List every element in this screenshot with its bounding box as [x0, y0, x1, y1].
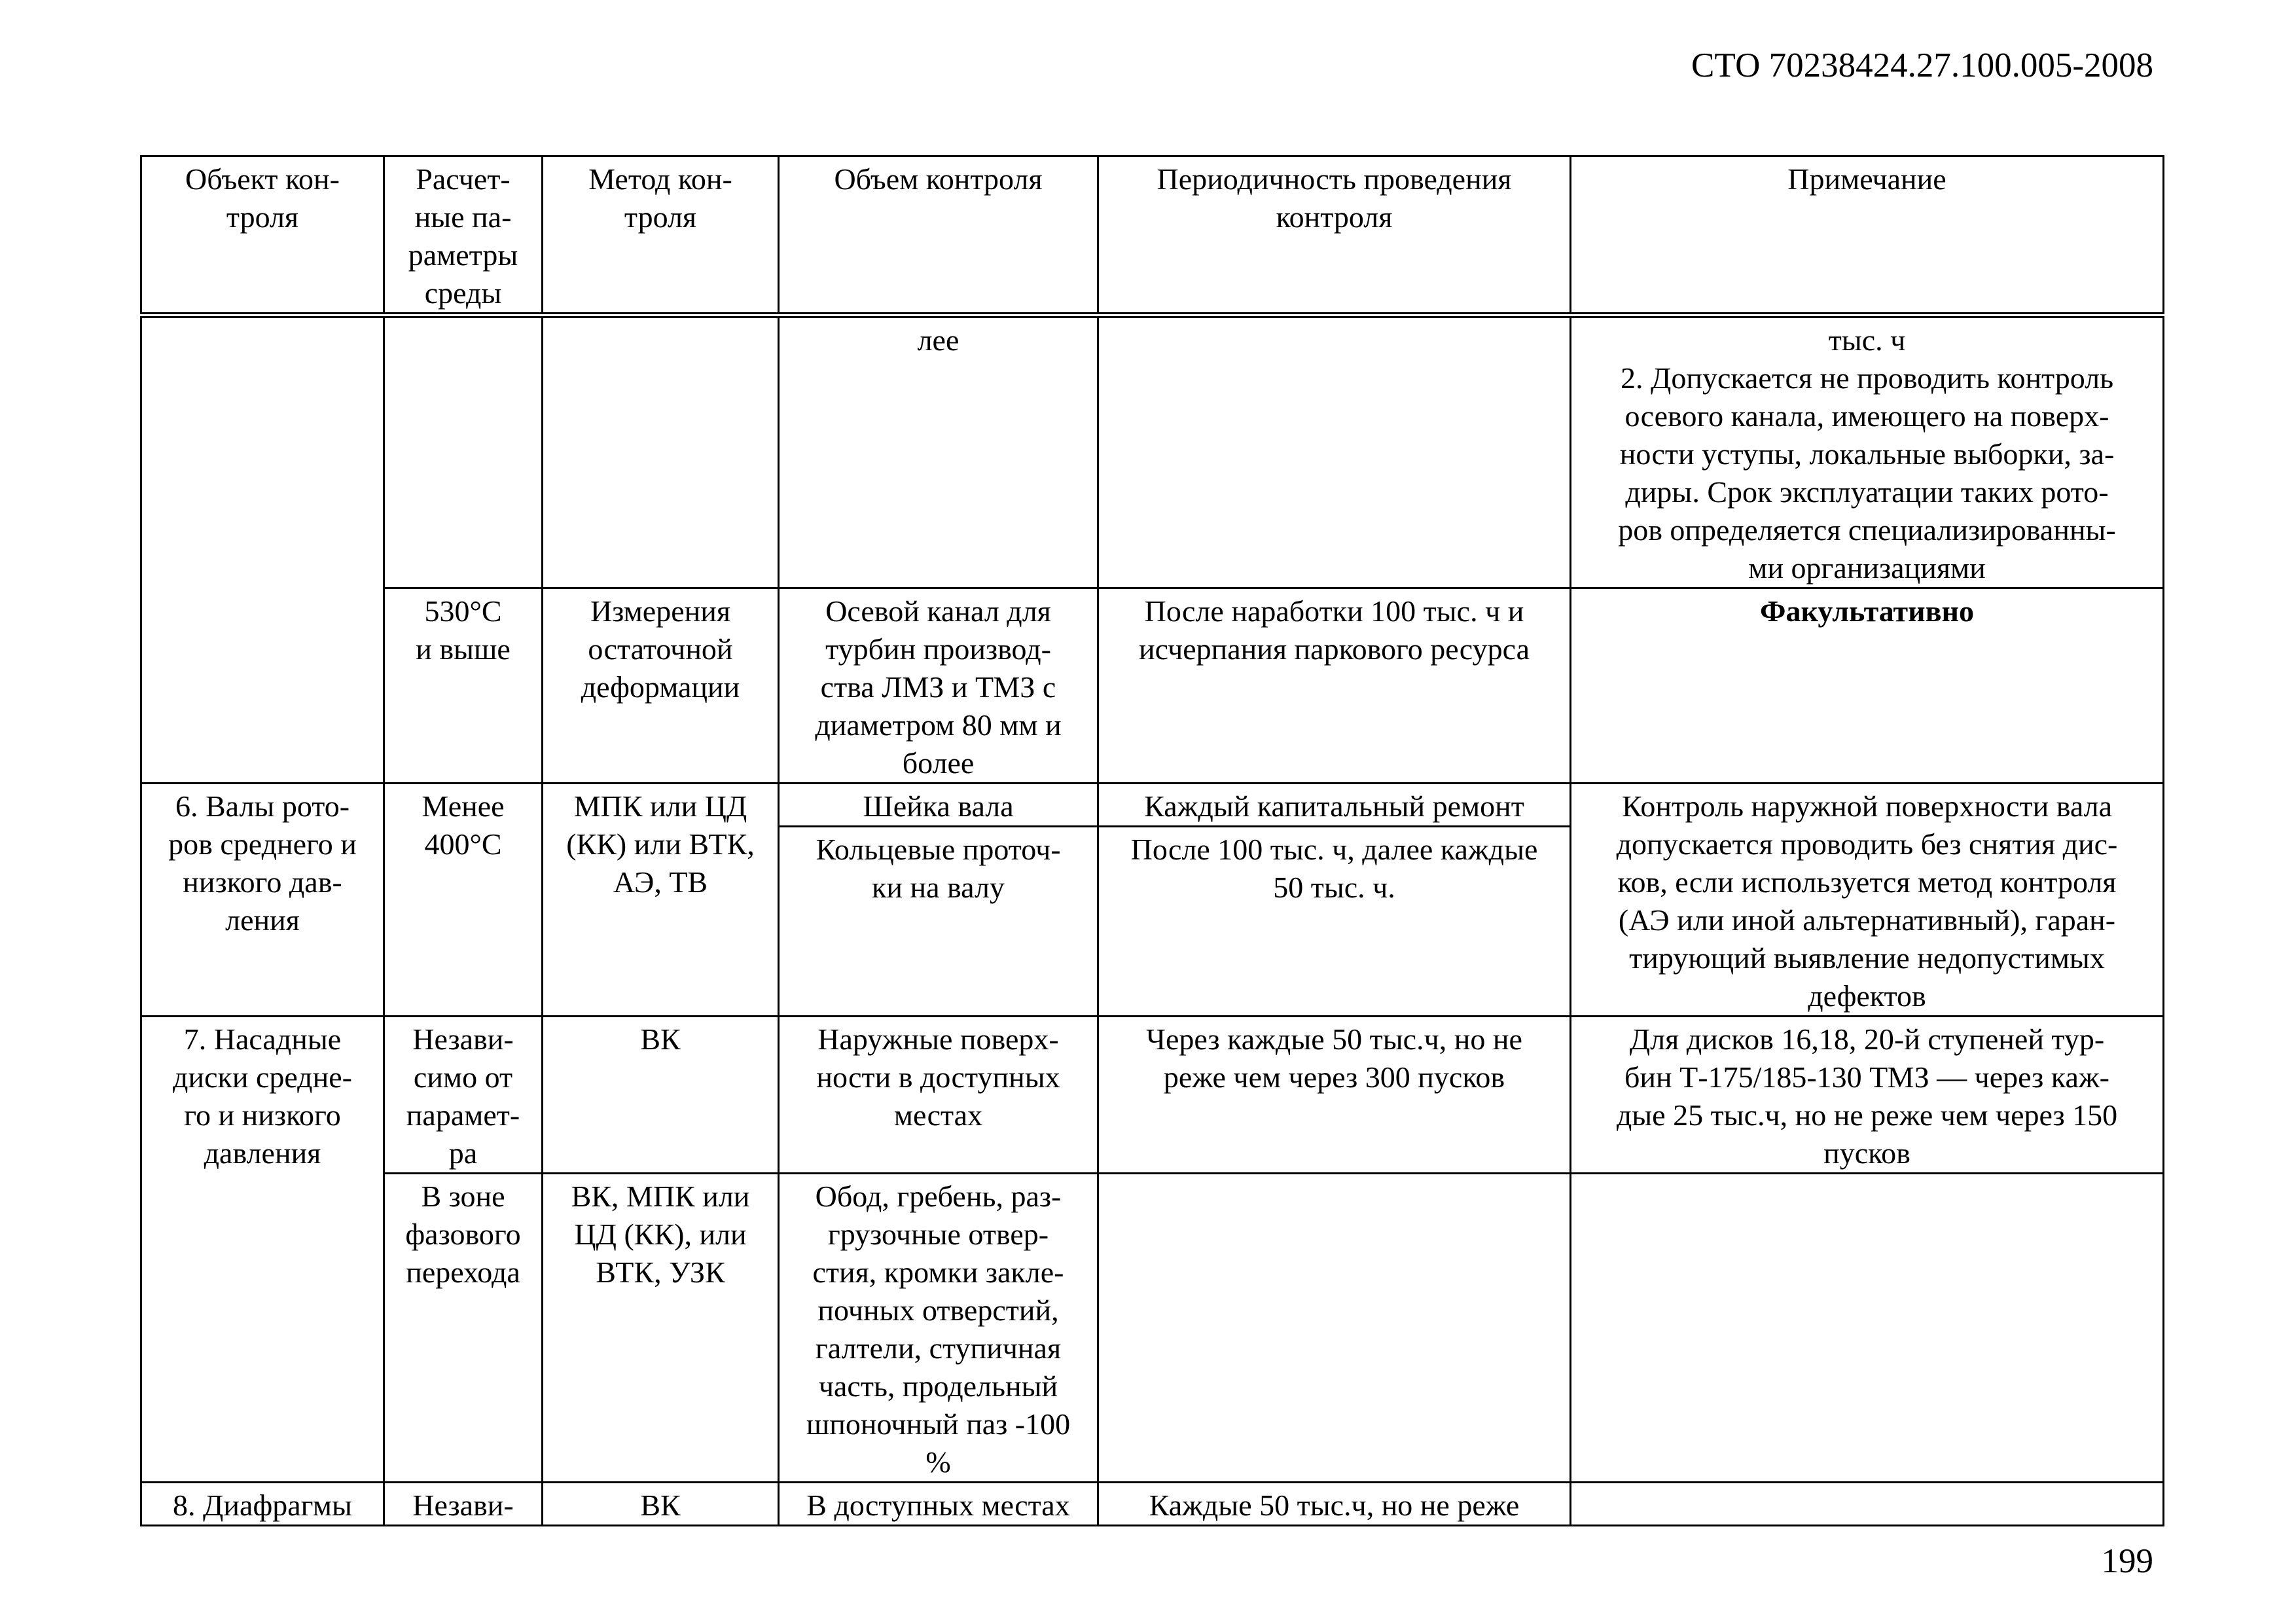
period-cell: Каждый капитальный ремонт [1098, 784, 1571, 827]
table-header-row [141, 156, 2164, 316]
table-row [141, 588, 2164, 784]
period-cell [1098, 1174, 1571, 1483]
scope-cell: Шейка вала [779, 784, 1098, 827]
scope-cell: Кольцевые проточ- ки на валу [779, 827, 1098, 1017]
note-cell: Факультативно [1571, 588, 2164, 784]
note-cell: Контроль наружной поверхности вала допускается проводить без снятия дис- ков, если используется метод контроля (АЭ или иной альтернативный), гаран- тирующий выявление недопустимых дефектов [1571, 784, 2164, 1017]
period-cell [1098, 316, 1571, 588]
object-cell [141, 316, 384, 784]
page-number: 199 [2101, 1542, 2153, 1580]
params-cell: 530°С и выше [384, 588, 543, 784]
method-cell: ВК, МПК или ЦД (КК), или ВТК, УЗК [543, 1174, 779, 1483]
note-cell: Для дисков 16,18, 20-й ступеней тур- бин Т-175/185-130 ТМЗ — через каж- дые 25 тыс.ч, но не реже чем через 150 пусков [1571, 1017, 2164, 1174]
scope-cell: лее [779, 316, 1098, 588]
document-code: СТО 70238424.27.100.005-2008 [1691, 46, 2153, 84]
column-header-method: Метод кон- троля [543, 156, 779, 316]
object-cell: 6. Валы рото- ров среднего и низкого дав- ления [141, 784, 384, 1017]
scope-cell: Осевой канал для турбин производ- ства ЛМЗ и ТМЗ с диаметром 80 мм и более [779, 588, 1098, 784]
period-cell: После наработки 100 тыс. ч и исчерпания паркового ресурса [1098, 588, 1571, 784]
control-table [140, 155, 2164, 1526]
note-cell: тыс. ч 2. Допускается не проводить контроль осевого канала, имеющего на поверх- ности уступы, локальные выборки, за- диры. Срок эксплуатации таких рото- ров определяется специализированны- ми организациями [1571, 316, 2164, 588]
table-row [141, 1174, 2164, 1483]
scope-cell: Наружные поверх- ности в доступных местах [779, 1017, 1098, 1174]
method-cell [543, 316, 779, 588]
table-row [141, 1483, 2164, 1526]
column-header-params: Расчет- ные па- раметры среды [384, 156, 543, 316]
column-header-note: Примечание [1571, 156, 2164, 316]
table-row [141, 1017, 2164, 1174]
method-cell: МПК или ЦД (КК) или ВТК, АЭ, ТВ [543, 784, 779, 1017]
scope-cell: В доступных местах [779, 1483, 1098, 1526]
note-cell [1571, 1483, 2164, 1526]
column-header-object: Объект кон- троля [141, 156, 384, 316]
params-cell [384, 316, 543, 588]
column-header-scope: Объем контроля [779, 156, 1098, 316]
method-cell: ВК [543, 1483, 779, 1526]
object-cell: 7. Насадные диски средне- го и низкого давления [141, 1017, 384, 1483]
params-cell: Незави- симо от парамет- ра [384, 1017, 543, 1174]
scope-cell: Обод, гребень, раз- грузочные отвер- стия, кромки закле- почных отверстий, галтели, ступичная часть, продельный шпоночный паз -100 % [779, 1174, 1098, 1483]
note-cell [1571, 1174, 2164, 1483]
period-cell: Каждые 50 тыс.ч, но не реже [1098, 1483, 1571, 1526]
params-cell: Незави- [384, 1483, 543, 1526]
params-cell: В зоне фазового перехода [384, 1174, 543, 1483]
object-cell: 8. Диафрагмы [141, 1483, 384, 1526]
period-cell: Через каждые 50 тыс.ч, но не реже чем через 300 пусков [1098, 1017, 1571, 1174]
params-cell: Менее 400°С [384, 784, 543, 1017]
period-cell: После 100 тыс. ч, далее каждые 50 тыс. ч. [1098, 827, 1571, 1017]
table-row [141, 316, 2164, 588]
column-header-period: Периодичность проведения контроля [1098, 156, 1571, 316]
method-cell: ВК [543, 1017, 779, 1174]
table-row [141, 784, 2164, 827]
method-cell: Измерения остаточной деформации [543, 588, 779, 784]
